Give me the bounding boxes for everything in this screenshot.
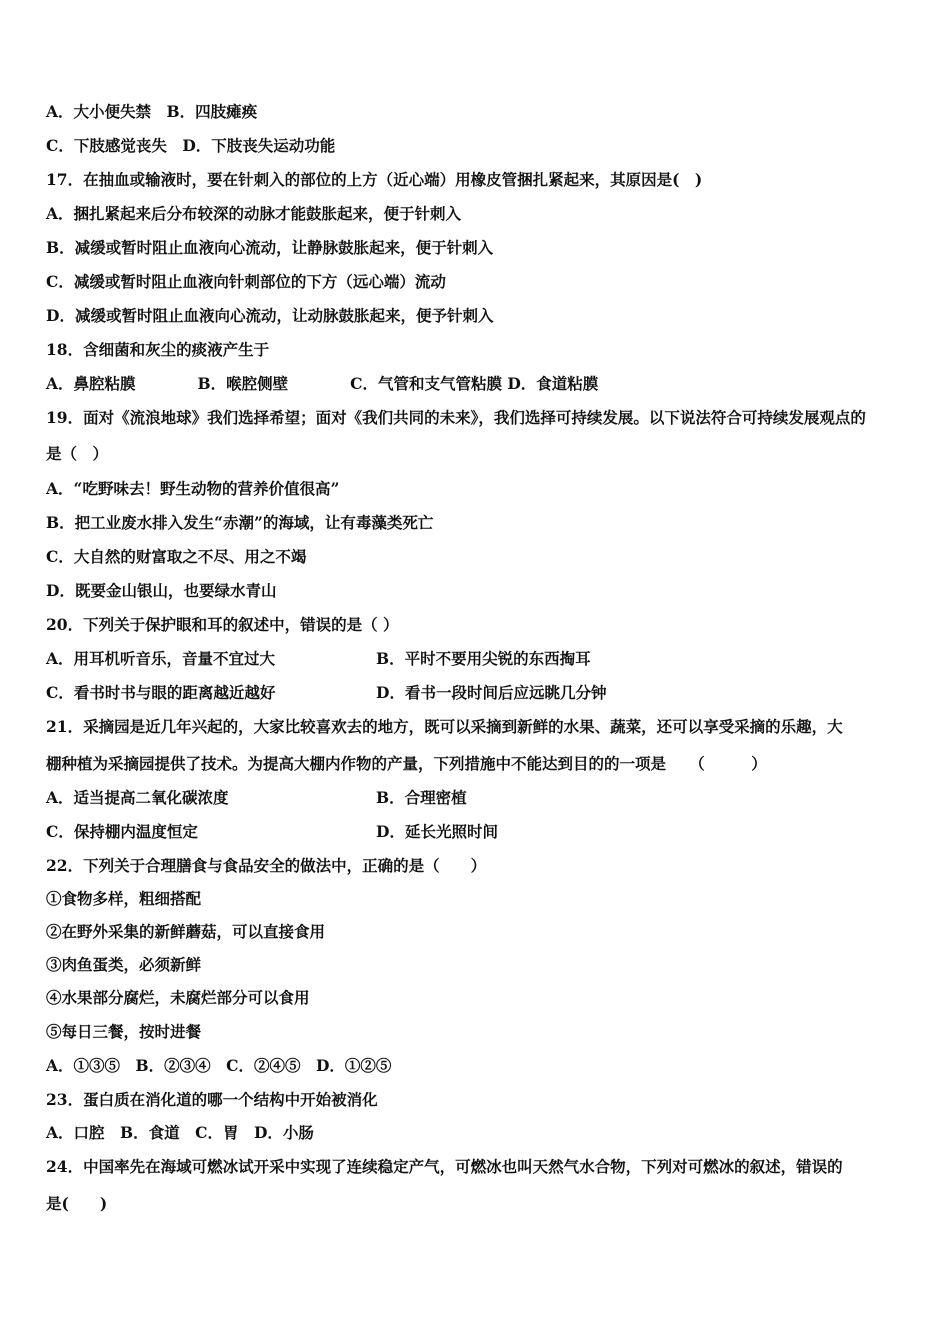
q16-options-cd: C．下肢感觉丧失 D．下肢丧失运动功能 — [46, 136, 336, 155]
q20-option-a: A．用耳机听音乐，音量不宜过大 — [46, 649, 276, 668]
q21-option-c: C．保持棚内温度恒定 — [46, 822, 198, 841]
q19-option-b: B．把工业废水排入发生“赤潮”的海域，让有毒藻类死亡 — [46, 513, 434, 532]
q19-stem-line1: 19．面对《流浪地球》我们选择希望；面对《我们共同的未来》，我们选择可持续发展。以下说法符合可持续发展观点的 — [46, 408, 866, 427]
q21-option-a: A．适当提高二氧化碳浓度 — [46, 788, 229, 807]
q19-stem-line2: 是（ ） — [46, 444, 109, 463]
q17-stem: 17．在抽血或输液时，要在针刺入的部位的上方（近心端）用橡皮管捆扎紧起来，其原因是( ) — [46, 170, 703, 189]
q20-stem: 20．下列关于保护眼和耳的叙述中，错误的是（ ） — [46, 615, 399, 634]
q21-option-b: B．合理密植 — [376, 788, 467, 807]
q17-option-b: B．减缓或暂时阻止血液向心流动，让静脉鼓胀起来，便于针刺入 — [46, 238, 494, 257]
q16-options-ab: A．大小便失禁 B．四肢瘫痪 — [46, 102, 258, 121]
q24-stem-line2: 是( ) — [46, 1194, 108, 1213]
q21-stem-line2: 棚种植为采摘园提供了技术。为提高大棚内作物的产量，下列措施中不能达到目的的一项是 （ ） — [46, 754, 767, 773]
q22-options: A．①③⑤ B．②③④ C．②④⑤ D．①②⑤ — [46, 1056, 392, 1075]
q22-item-2: ②在野外采集的新鲜蘑菇，可以直接食用 — [46, 922, 326, 941]
q23-stem: 23．蛋白质在消化道的哪一个结构中开始被消化 — [46, 1090, 378, 1109]
q22-stem: 22．下列关于合理膳食与食品安全的做法中，正确的是（ ） — [46, 856, 487, 875]
q20-option-c: C．看书时书与眼的距离越近越好 — [46, 683, 276, 702]
q21-option-d: D．延长光照时间 — [376, 822, 498, 841]
q22-item-4: ④水果部分腐烂，未腐烂部分可以食用 — [46, 988, 310, 1007]
q17-option-d: D．减缓或暂时阻止血液向心流动，让动脉鼓胀起来，便予针刺入 — [46, 306, 494, 325]
q20-option-b: B．平时不要用尖锐的东西掏耳 — [376, 649, 591, 668]
q22-item-1: ①食物多样，粗细搭配 — [46, 889, 202, 908]
q17-option-c: C．减缓或暂时阻止血液向针刺部位的下方（远心端）流动 — [46, 272, 446, 291]
q19-option-c: C．大自然的财富取之不尽、用之不竭 — [46, 547, 307, 566]
q22-item-5: ⑤每日三餐，按时进餐 — [46, 1022, 202, 1041]
q19-option-a: A．“吃野味去！野生动物的营养价值很高” — [46, 479, 340, 498]
q18-stem: 18．含细菌和灰尘的痰液产生于 — [46, 340, 270, 359]
q19-option-d: D．既要金山银山，也要绿水青山 — [46, 581, 277, 600]
q17-option-a: A．捆扎紧起来后分布较深的动脉才能鼓胀起来，便于针刺入 — [46, 204, 462, 223]
q18-options: A．鼻腔粘膜 B．喉腔侧壁 C．气管和支气管粘膜 D．食道粘膜 — [46, 374, 599, 393]
q21-stem-line1: 21．采摘园是近几年兴起的，大家比较喜欢去的地方，既可以采摘到新鲜的水果、蔬菜，还可以享受采摘的乐趣，大 — [46, 717, 843, 736]
q22-item-3: ③肉鱼蛋类，必须新鲜 — [46, 955, 202, 974]
q24-stem-line1: 24．中国率先在海域可燃冰试开采中实现了连续稳定产气，可燃冰也叫天然气水合物，下列对可燃冰的叙述，错误的 — [46, 1157, 843, 1176]
q23-options: A．口腔 B．食道 C．胃 D．小肠 — [46, 1123, 314, 1142]
q20-option-d: D．看书一段时间后应远眺几分钟 — [376, 683, 607, 702]
